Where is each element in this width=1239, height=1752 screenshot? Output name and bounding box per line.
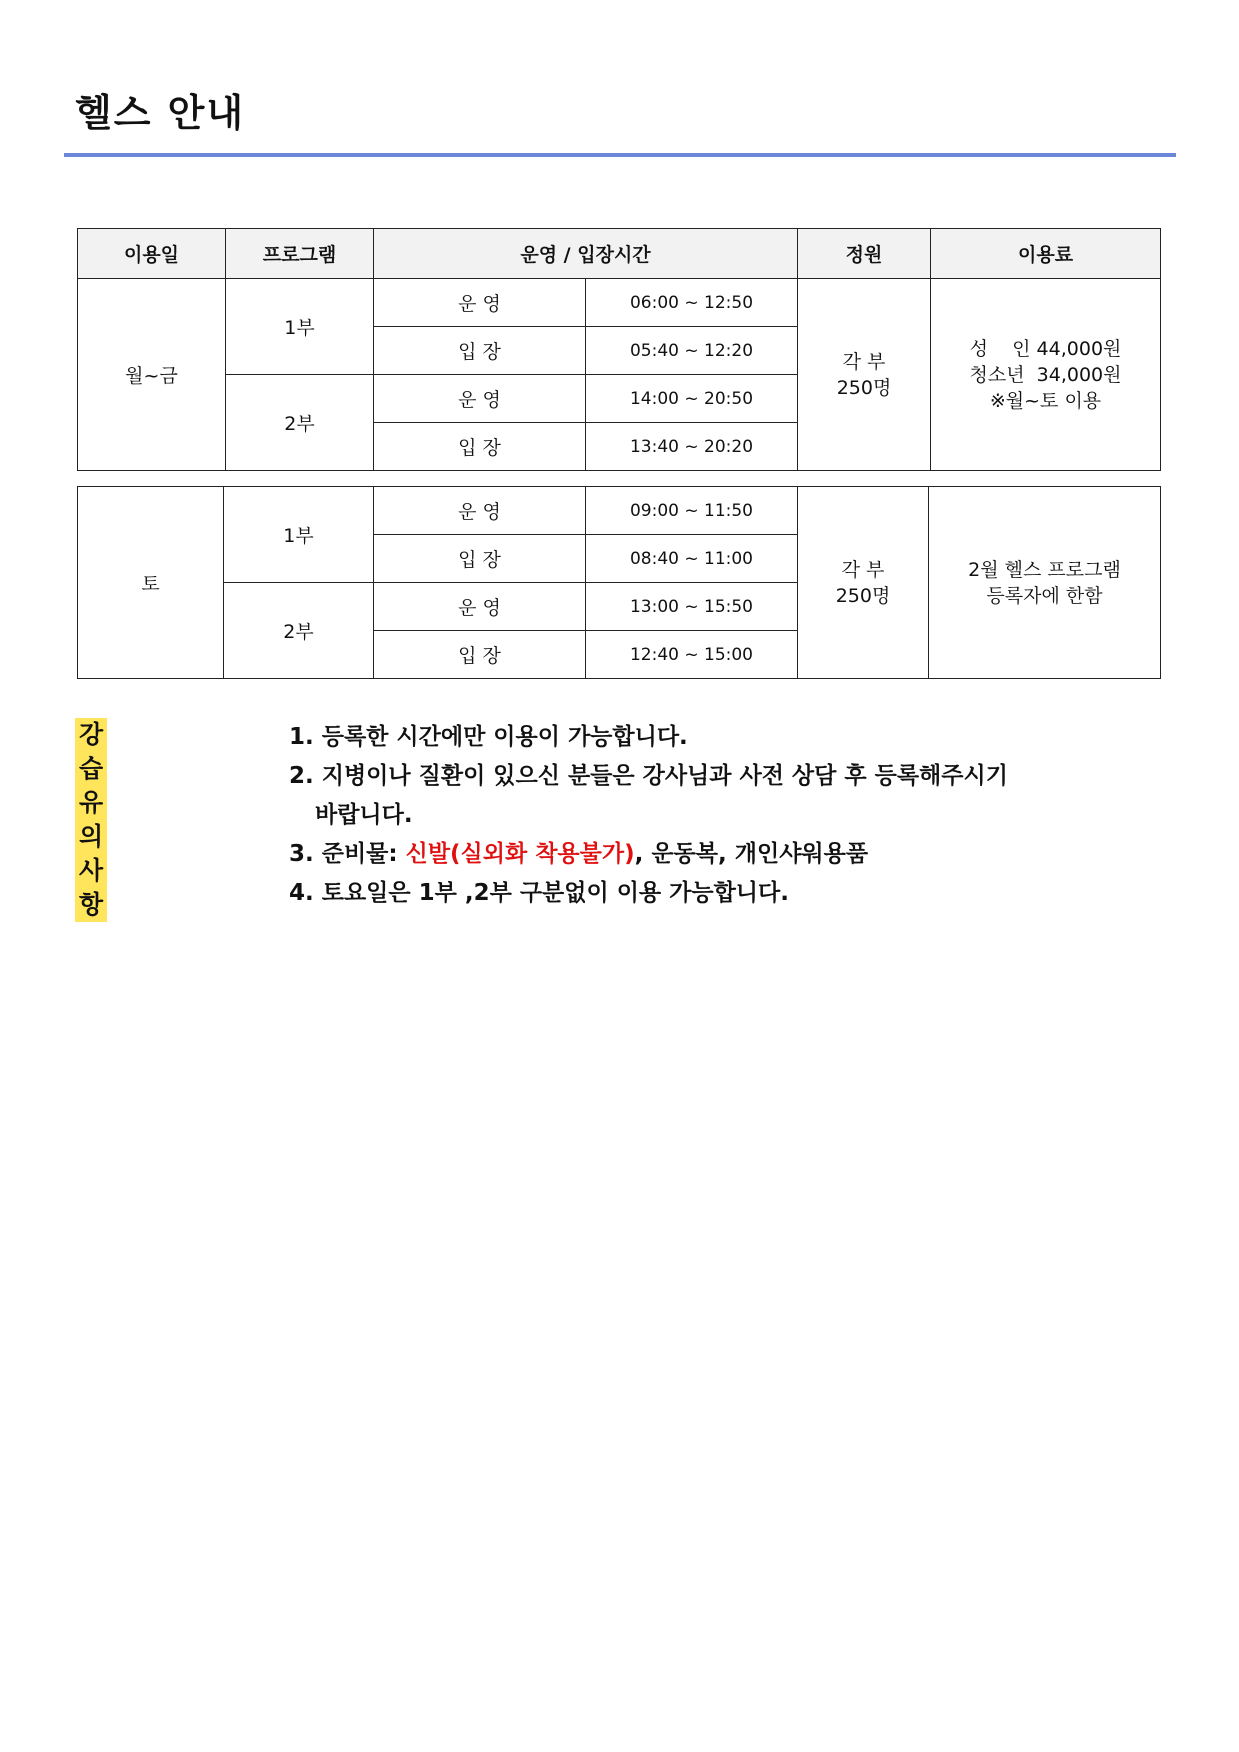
note-item-2-continued: 바랍니다. (315, 802, 413, 828)
saturday-fee-line1: 2월 헬스 프로그램 (968, 558, 1121, 581)
saturday-part2-entry-time: 12:40 ~ 15:00 (586, 631, 798, 679)
weekday-part2-run-label: 운 영 (374, 375, 586, 423)
notes-list (289, 718, 1189, 913)
weekday-part1-run-label: 운 영 (374, 279, 586, 327)
weekday-part1-run-time: 06:00 ~ 12:50 (586, 279, 798, 327)
saturday-part1-label: 1부 (224, 487, 374, 583)
weekday-part2-entry-time: 13:40 ~ 20:20 (586, 423, 798, 471)
saturday-capacity-line2: 250명 (835, 584, 891, 607)
note-item-3-suffix: , 운동복, 개인샤워용품 (634, 841, 869, 867)
saturday-part1-run-time: 09:00 ~ 11:50 (586, 487, 798, 535)
note-item-4: 4. 토요일은 1부 ,2부 구분없이 이용 가능합니다. (289, 880, 789, 906)
page-title: 헬스 안내 (75, 91, 246, 135)
weekday-day-cell: 월~금 (78, 279, 226, 471)
header-program: 프로그램 (226, 229, 374, 279)
title-divider (64, 153, 1176, 157)
header-time: 운영 / 입장시간 (374, 229, 798, 279)
fee-youth: 청소년 34,000원 (969, 363, 1122, 386)
weekday-part2-entry-label: 입 장 (374, 423, 586, 471)
saturday-part2-run-time: 13:00 ~ 15:50 (586, 583, 798, 631)
header-capacity: 정원 (798, 229, 931, 279)
weekday-part1-entry-time: 05:40 ~ 12:20 (586, 327, 798, 375)
header-fee: 이용료 (931, 229, 1161, 279)
notes-label: 강습 유의사항 (75, 718, 107, 922)
saturday-capacity-cell (798, 487, 929, 679)
note-item-3-warning: 신발(실외화 착용불가) (405, 841, 635, 867)
fee-adult: 성 인 44,000원 (969, 337, 1122, 360)
saturday-fee-cell (929, 487, 1161, 679)
saturday-day-cell: 토 (78, 487, 224, 679)
saturday-part1-run-label: 운 영 (374, 487, 586, 535)
saturday-part1-entry-label: 입 장 (374, 535, 586, 583)
note-item-1: 1. 등록한 시간에만 이용이 가능합니다. (289, 724, 688, 750)
header-day: 이용일 (78, 229, 226, 279)
weekday-capacity-line1: 각 부 (842, 350, 886, 373)
saturday-part1-entry-time: 08:40 ~ 11:00 (586, 535, 798, 583)
note-item-3-prefix: 3. 준비물: (289, 841, 406, 867)
saturday-part2-run-label: 운 영 (374, 583, 586, 631)
weekday-part1-entry-label: 입 장 (374, 327, 586, 375)
saturday-capacity-line1: 각 부 (841, 558, 885, 581)
saturday-schedule-table (77, 486, 1161, 679)
weekday-part2-label: 2부 (226, 375, 374, 471)
note-item-2: 2. 지병이나 질환이 있으신 분들은 강사님과 사전 상담 후 등록해주시기 (289, 763, 1008, 789)
saturday-part2-entry-label: 입 장 (374, 631, 586, 679)
note-item-3 (289, 835, 1189, 874)
weekday-fee-cell (931, 279, 1161, 471)
fee-note: ※월~토 이용 (989, 389, 1102, 412)
weekday-part1-label: 1부 (226, 279, 374, 375)
saturday-part2-label: 2부 (224, 583, 374, 679)
saturday-fee-line2: 등록자에 한함 (986, 584, 1103, 607)
weekday-capacity-line2: 250명 (836, 376, 892, 399)
weekday-schedule-table (77, 228, 1161, 471)
weekday-part2-run-time: 14:00 ~ 20:50 (586, 375, 798, 423)
weekday-capacity-cell (798, 279, 931, 471)
